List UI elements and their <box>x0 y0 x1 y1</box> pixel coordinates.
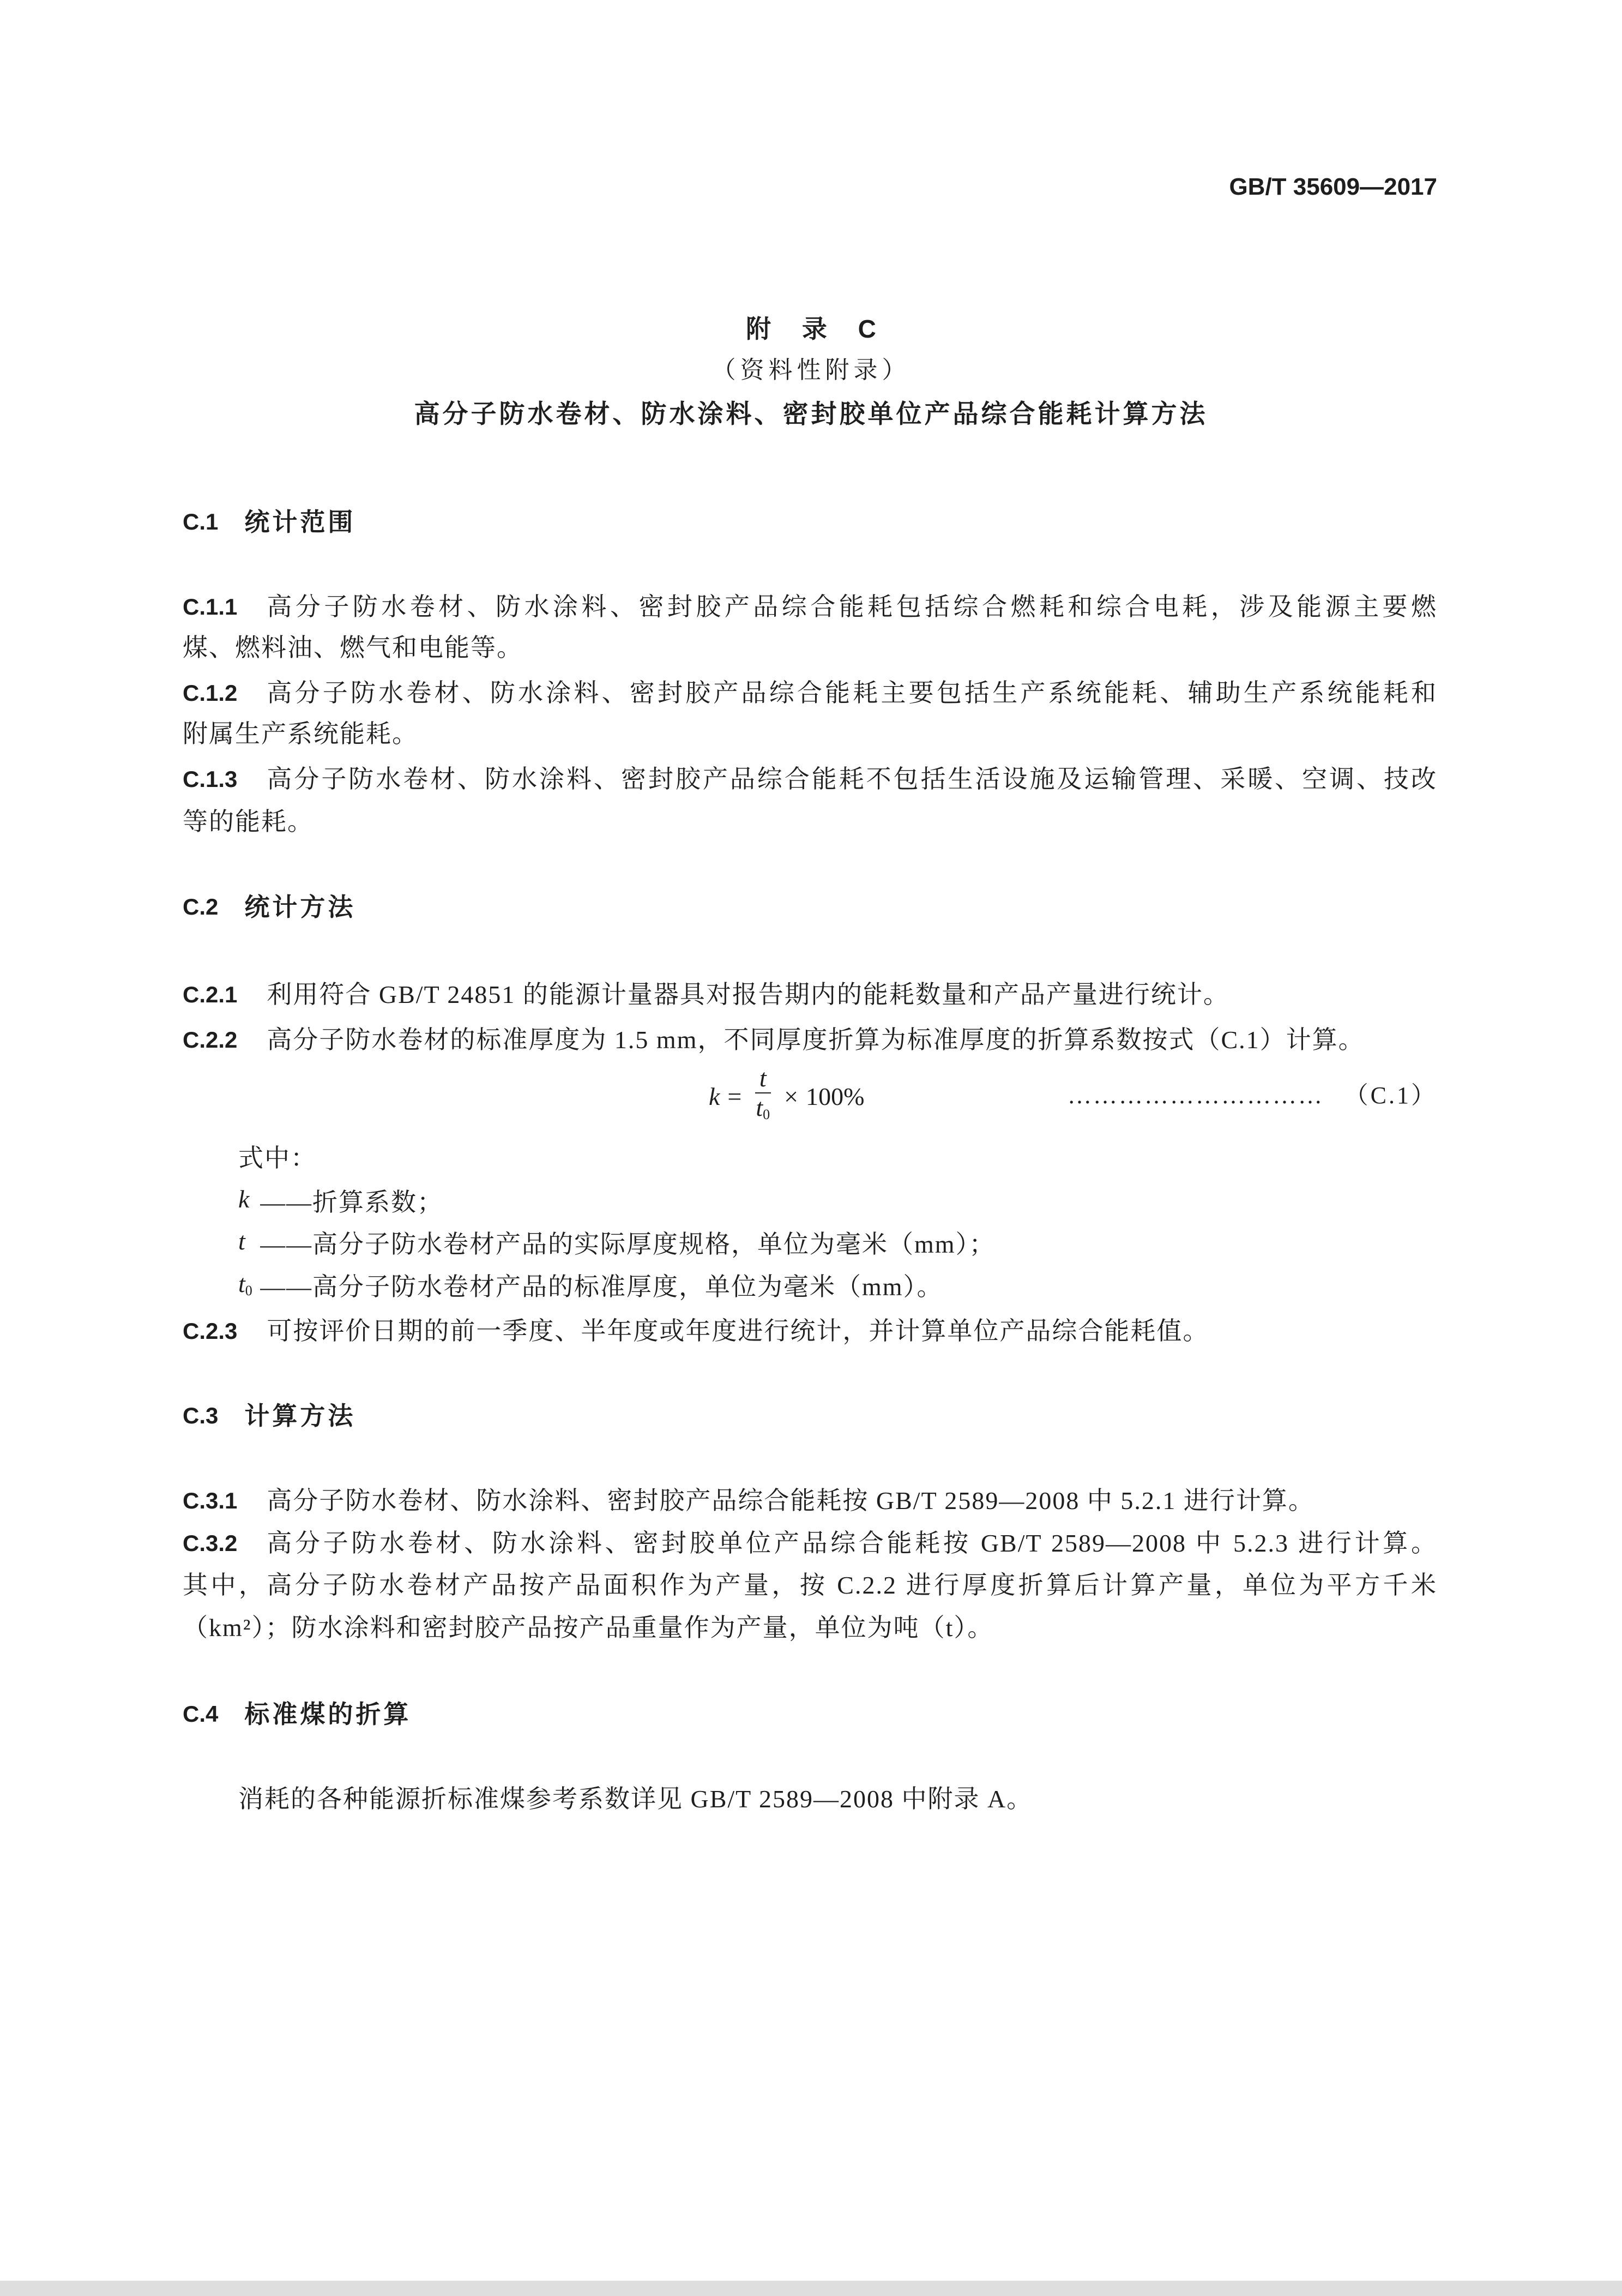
where-intro <box>238 1142 1437 1175</box>
variable-letter: t <box>238 1269 245 1297</box>
clause-number: C.2.3 <box>183 1318 238 1344</box>
section-number: C.2 <box>183 894 219 919</box>
appendix-title: 高分子防水卷材、防水涂料、密封胶单位产品综合能耗计算方法 <box>414 399 1208 428</box>
appendix-label: 附 录 C <box>746 315 876 343</box>
scan-bottom-edge <box>0 2281 1622 2296</box>
section-title: 标准煤的折算 <box>244 1700 412 1728</box>
clause-c3-1 <box>183 1484 1437 1517</box>
where-item-t0 <box>238 1271 1437 1303</box>
appendix-type: （资料性附录） <box>711 357 911 383</box>
clause-c1-2-continuation <box>183 718 1437 750</box>
where-item-t <box>238 1228 1437 1261</box>
variable-definition: ——高分子防水卷材产品的标准厚度，单位为毫米（mm）。 <box>260 1273 943 1301</box>
clause-text-line: 高分子防水卷材、防水涂料、密封胶产品综合能耗不包括生活设施及运输管理、采暖、空调、技改 <box>267 765 1437 793</box>
section-c4-paragraph <box>238 1783 1437 1816</box>
clause-text-line: 高分子防水卷材、防水涂料、密封胶产品综合能耗按 GB/T 2589—2008 中 5.2.1 进行计算。 <box>267 1487 1315 1514</box>
fraction-numerator: t <box>755 1064 771 1093</box>
denominator-symbol: t <box>756 1093 763 1121</box>
formula-c1 <box>709 1065 864 1128</box>
section-title: 统计方法 <box>244 893 356 921</box>
clause-c1-3-continuation <box>183 806 1437 838</box>
clause-c3-2-continuation <box>183 1612 1437 1644</box>
clause-text-line: 其中，高分子防水卷材产品按产品面积作为产量，按 C.2.2 进行厚度折算后计算产量，单位为平方千米 <box>183 1571 1437 1599</box>
where-intro-text: 式中： <box>238 1144 317 1172</box>
clause-c3-2 <box>183 1527 1437 1560</box>
clause-number: C.1.3 <box>183 766 238 792</box>
formula-leader-dots: ………………………… <box>1068 1082 1324 1109</box>
section-heading-c1 <box>183 506 1437 538</box>
variable-symbol <box>238 1225 260 1265</box>
section-number: C.4 <box>183 1701 219 1727</box>
clause-text-line: 高分子防水卷材、防水涂料、密封胶产品综合能耗主要包括生产系统能耗、辅助生产系统能耗和 <box>267 679 1437 707</box>
formula-times-sign: × <box>784 1082 799 1110</box>
clause-text-line: 等的能耗。 <box>183 808 313 836</box>
section-title: 计算方法 <box>244 1402 356 1430</box>
formula-number-row <box>1068 1079 1437 1112</box>
clause-number: C.1.1 <box>183 594 238 620</box>
clause-text-line: 高分子防水卷材的标准厚度为 1.5 mm，不同厚度折算为标准厚度的折算系数按式（C.1）计算。 <box>267 1026 1365 1054</box>
clause-number: C.2.1 <box>183 982 238 1007</box>
formula-equals-sign: = <box>727 1082 742 1110</box>
clause-text-line: 煤、燃料油、燃气和电能等。 <box>183 634 523 662</box>
variable-subscript: 0 <box>245 1282 252 1299</box>
clause-number: C.2.2 <box>183 1027 238 1053</box>
standard-code: GB/T 35609—2017 <box>1229 173 1437 200</box>
fraction-denominator <box>751 1093 774 1129</box>
formula-lhs-symbol: k <box>709 1082 720 1110</box>
clause-number: C.3.2 <box>183 1530 238 1556</box>
clause-text-line: 附属生产系统能耗。 <box>183 720 418 748</box>
clause-c1-1 <box>183 591 1437 623</box>
clause-c3-2-continuation <box>183 1569 1437 1602</box>
clause-c1-3 <box>183 763 1437 796</box>
clause-text-line: 可按评价日期的前一季度、半年度或年度进行统计，并计算单位产品综合能耗值。 <box>267 1317 1209 1345</box>
clause-number: C.3.1 <box>183 1488 238 1513</box>
formula-fraction <box>751 1064 774 1129</box>
clause-text-line: （km²）；防水涂料和密封胶产品按产品重量作为产量，单位为吨（t）。 <box>183 1614 994 1642</box>
clause-c1-2 <box>183 677 1437 710</box>
clause-c2-1 <box>183 978 1437 1011</box>
formula-number: （C.1） <box>1344 1082 1437 1109</box>
section-number: C.3 <box>183 1403 219 1428</box>
clause-number: C.1.2 <box>183 680 238 706</box>
section-heading-c3 <box>183 1399 1437 1432</box>
section-heading-c2 <box>183 891 1437 923</box>
clause-text-line: 利用符合 GB/T 24851 的能源计量器具对报告期内的能耗数量和产品产量进行统计。 <box>267 981 1229 1008</box>
clause-c1-1-continuation <box>183 632 1437 664</box>
variable-letter: t <box>238 1227 245 1255</box>
variable-definition: ——高分子防水卷材产品的实际厚度规格，单位为毫米（mm）； <box>260 1230 996 1258</box>
variable-symbol <box>238 1267 260 1307</box>
where-item-k <box>238 1186 1437 1219</box>
formula-factor: 100% <box>806 1082 865 1110</box>
section-title: 统计范围 <box>244 508 356 536</box>
variable-letter: k <box>238 1185 250 1213</box>
clause-text-line: 高分子防水卷材、防水涂料、密封胶单位产品综合能耗按 GB/T 2589—2008 中 5.2.3 进行计算。 <box>267 1529 1437 1557</box>
variable-definition: ——折算系数； <box>260 1188 443 1216</box>
section-number: C.1 <box>183 509 219 534</box>
denominator-subscript: 0 <box>763 1106 770 1122</box>
section-heading-c4 <box>183 1698 1437 1730</box>
variable-symbol <box>238 1183 260 1223</box>
paragraph-text: 消耗的各种能源折标准煤参考系数详见 GB/T 2589—2008 中附录 A。 <box>238 1785 1033 1813</box>
clause-c2-3 <box>183 1315 1437 1348</box>
clause-text-line: 高分子防水卷材、防水涂料、密封胶产品综合能耗包括综合燃耗和综合电耗，涉及能源主要燃 <box>267 593 1437 621</box>
clause-c2-2 <box>183 1024 1437 1056</box>
